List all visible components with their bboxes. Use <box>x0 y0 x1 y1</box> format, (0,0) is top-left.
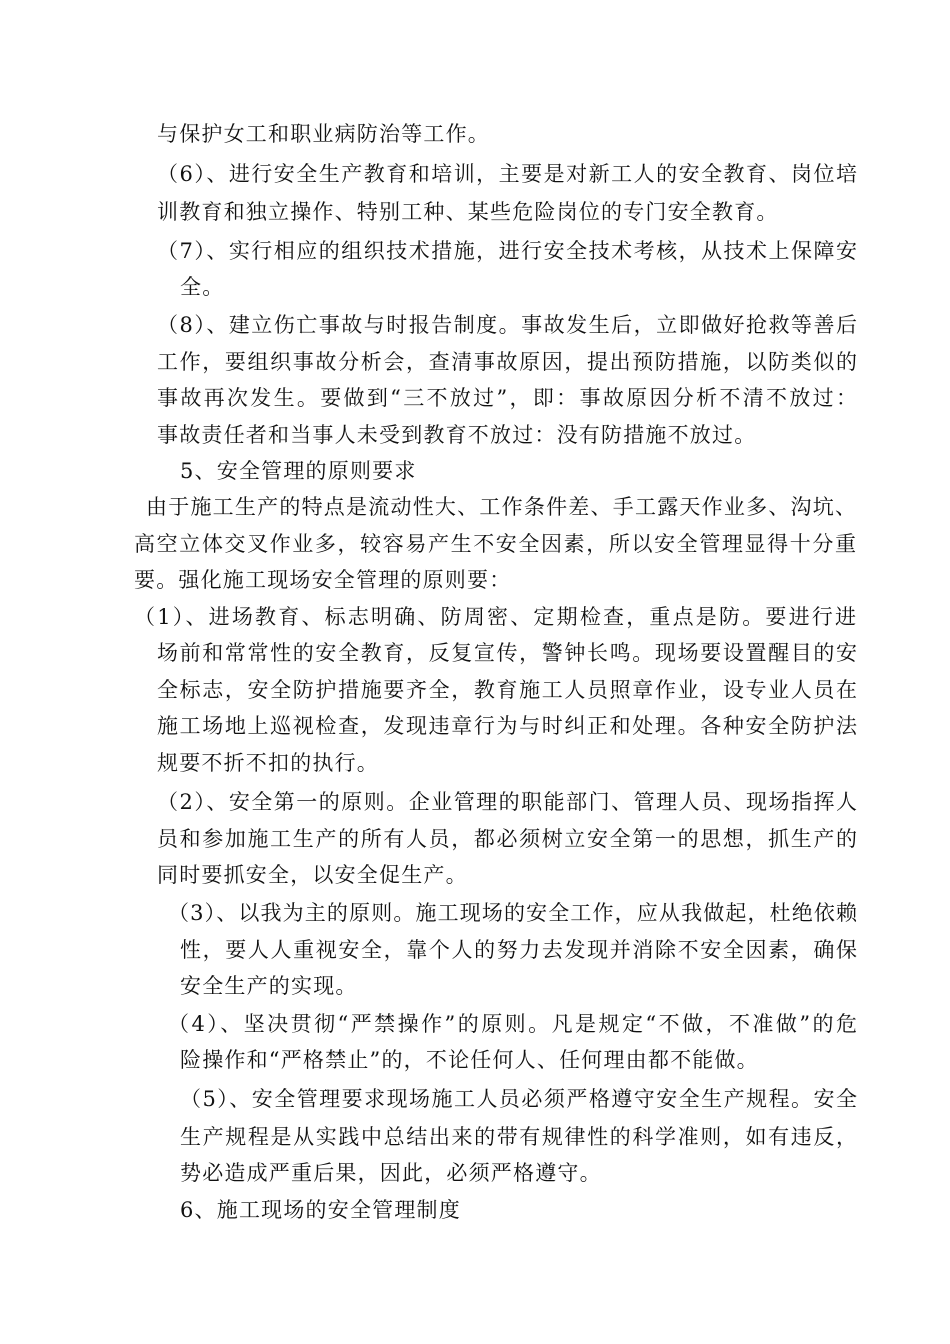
text-line: （8）、建立伤亡事故与时报告制度。事故发生后，立即做好抢救等善后 <box>157 313 857 337</box>
text-line: 势必造成严重后果，因此，必须严格遵守。 <box>180 1161 602 1185</box>
text-line: 全。 <box>180 275 225 299</box>
text-line: 险操作和“严格禁止”的，不论任何人、任何理由都不能做。 <box>180 1048 759 1072</box>
text-line: 全标志，安全防护措施要齐全，教育施工人员照章作业，设专业人员在 <box>157 678 857 702</box>
text-line: （4）、坚决贯彻“严禁操作”的原则。凡是规定“不做，不准做”的危 <box>168 1012 857 1036</box>
section-heading: 6、施工现场的安全管理制度 <box>180 1198 461 1222</box>
text-line: 场前和常常性的安全教育，反复宣传，警钟长鸣。现场要设置醒目的安 <box>157 641 857 665</box>
text-line: 要。强化施工现场安全管理的原则要： <box>134 568 512 592</box>
text-line: 员和参加施工生产的所有人员，都必须树立安全第一的思想，抓生产的 <box>157 827 857 851</box>
text-line: 由于施工生产的特点是流动性大、工作条件差、手工露天作业多、沟坑、 <box>146 495 856 519</box>
section-heading: 5、安全管理的原则要求 <box>180 459 417 483</box>
text-line: （3）、以我为主的原则。施工现场的安全工作，应从我做起，杜绝依赖 <box>168 901 857 925</box>
text-line: 训教育和独立操作、特别工种、某些危险岗位的专门安全教育。 <box>157 200 779 224</box>
text-line: 同时要抓安全，以安全促生产。 <box>157 863 468 887</box>
text-line: 事故责任者和当事人未受到教育不放过：没有防措施不放过。 <box>157 423 757 447</box>
text-line: 与保护女工和职业病防治等工作。 <box>157 122 490 146</box>
text-line: （6）、进行安全生产教育和培训，主要是对新工人的安全教育、岗位培 <box>157 162 857 186</box>
text-line: （7）、实行相应的组织技术措施，进行安全技术考核，从技术上保障安 <box>157 239 857 263</box>
text-line: （5）、安全管理要求现场施工人员必须严格遵守安全生产规程。安全 <box>180 1087 857 1111</box>
text-line: （2）、安全第一的原则。企业管理的职能部门、管理人员、现场指挥人 <box>157 790 857 814</box>
text-line: 高空立体交叉作业多，较容易产生不安全因素，所以安全管理显得十分重 <box>134 532 856 556</box>
text-line: 规要不折不扣的执行。 <box>157 751 379 775</box>
text-line: 生产规程是从实践中总结出来的带有规律性的科学准则，如有违反， <box>180 1125 857 1149</box>
text-line: （1）、进场教育、标志明确、防周密、定期检查，重点是防。要进行进 <box>134 605 856 629</box>
text-line: 性，要人人重视安全，靠个人的努力去发现并消除不安全因素，确保 <box>180 938 857 962</box>
text-line: 事故再次发生。要做到“三不放过”，即：事故原因分析不清不放过： <box>157 386 857 410</box>
text-line: 安全生产的实现。 <box>180 974 358 998</box>
text-line: 施工场地上巡视检查，发现违章行为与时纠正和处理。各种安全防护法 <box>157 714 857 738</box>
text-line: 工作，要组织事故分析会，查清事故原因，提出预防措施，以防类似的 <box>157 350 857 374</box>
